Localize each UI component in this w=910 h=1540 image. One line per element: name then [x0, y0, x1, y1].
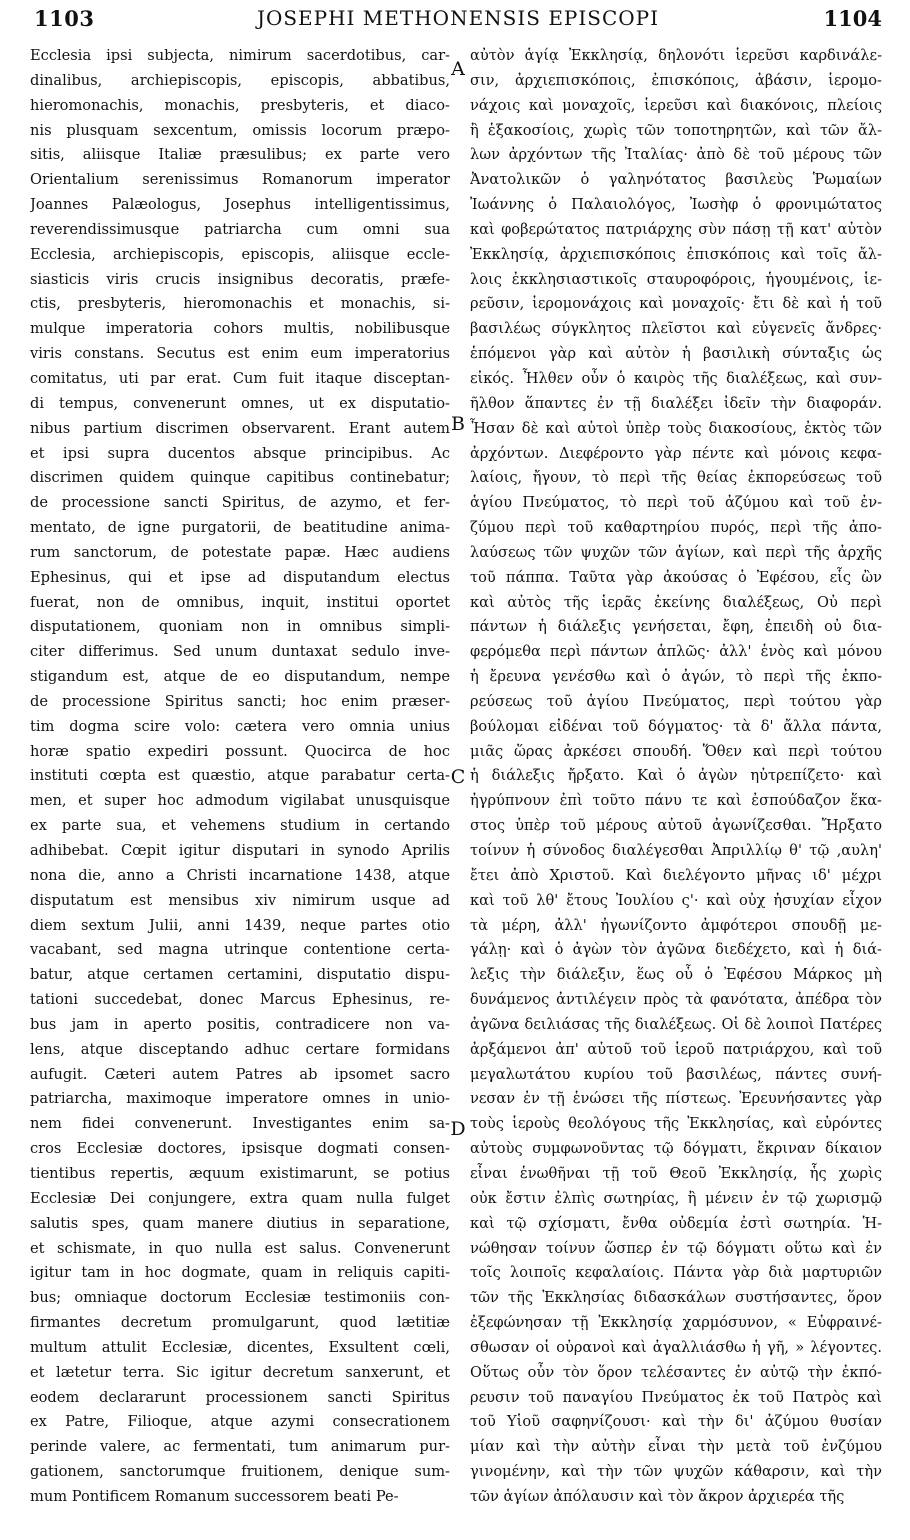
latin-text-line: Ephesinus, qui et ipse ad disputandum electus: [30, 568, 450, 586]
greek-text-line: ρευσιν τοῦ παναγίου Πνεύματος ἐκ τοῦ Πατρὸς καὶ: [470, 1388, 882, 1406]
latin-text-line: ctis, presbyteris, hieromonachis et monachis, si-: [30, 295, 450, 313]
greek-text-line: σιν, ἀρχιεπισκόποις, ἐπισκόποις, ἀβάσιν, ἱερομο-: [470, 71, 882, 89]
section-marker-d: D: [450, 1118, 466, 1140]
greek-text-line: εἶναι ἑνωθῆναι τῇ τοῦ Θεοῦ Ἐκκλησίᾳ, ἧς χωρὶς: [470, 1164, 882, 1182]
latin-text-line: igitur tam in hoc dogmate, quam in reliquis capiti-: [30, 1264, 450, 1282]
greek-text-line: σθωσαν οἱ οὐρανοὶ καὶ ἀγαλλιάσθω ἡ γῆ, » λέγοντες.: [470, 1338, 882, 1356]
latin-text-line: disputationem, quoniam non in omnibus simpli-: [30, 618, 450, 636]
greek-text-line: λοις ἐκκλησιαστικοῖς σταυροφόροις, ἡγουμένοις, ἱε-: [470, 270, 882, 288]
greek-text-line: βούλομαι εἰδέναι τοῦ δόγματος· τὰ δ' ἄλλα πάντα,: [470, 717, 882, 735]
latin-text-line: tim dogma scire volo: cætera vero omnia unius: [30, 717, 450, 735]
latin-text-line: de processione Spiritus sancti; hoc enim præser-: [30, 692, 450, 710]
greek-text-line: μεγαλωτάτου κυρίου τοῦ βασιλέως, πάντες συνή-: [470, 1065, 882, 1083]
greek-text-line: γάλῃ· καὶ ὁ ἀγὼν τὸν ἀγῶνα διεδέχετο, καὶ ἡ διά-: [470, 941, 882, 959]
greek-text-line: ἀγῶνα δειλιάσας τῆς διαλέξεως. Οἱ δὲ λοιποὶ Πατέρες: [470, 1015, 882, 1033]
latin-text-column: [30, 44, 450, 1510]
greek-text-line: νώθησαν τοίνυν ὥσπερ ἐν τῷ δόγματι οὕτω καὶ ἐν: [470, 1239, 882, 1257]
latin-text-line: Ecclesia, archiepiscopis, episcopis, aliisque eccle-: [30, 245, 450, 263]
latin-text-line: citer differimus. Sed unum duntaxat sedulo inve-: [30, 643, 450, 661]
greek-text-line: βασιλέως σύγκλητος πλεῖστοι καὶ εὐγενεῖς ἄνδρες·: [470, 320, 882, 338]
latin-text-line: eodem declararunt processionem sancti Spiritus: [30, 1388, 450, 1406]
greek-text-line: Ἰωάννης ὁ Παλαιολόγος, Ἰωσὴφ ὁ φρονιμώτατος: [470, 196, 882, 214]
greek-text-line: τῶν τῆς Ἐκκλησίας διδασκάλων συστήσαντες, ὅρον: [470, 1289, 882, 1307]
latin-text-line: firmantes decretum promulgarunt, quod lætitiæ: [30, 1314, 450, 1332]
greek-text-line: λεξις τὴν διάλεξιν, ἕως οὗ ὁ Ἐφέσου Μάρκος μὴ: [470, 966, 882, 984]
greek-text-line: καὶ τοῦ λθ' ἔτους Ἰουλίου ς'· καὶ οὐχ ἡσυχίαν εἶχον: [470, 891, 882, 909]
running-header: [34, 6, 882, 36]
greek-text-line: τοὺς ἱεροὺς θεολόγους τῆς Ἐκκλησίας, καὶ εὑρόντες: [470, 1115, 882, 1133]
latin-text-line: tationi succedebat, donec Marcus Ephesinus, re-: [30, 991, 450, 1009]
greek-text-line: ἡ διάλεξις ἤρξατο. Καὶ ὁ ἀγὼν ηὐτρεπίζετο· καὶ: [470, 767, 882, 785]
greek-text-column: [470, 44, 882, 1510]
running-title: JOSEPHI METHONENSIS EPISCOPI: [256, 6, 660, 30]
latin-text-line: aufugit. Cæteri autem Patres ab ipsomet sacro: [30, 1065, 450, 1083]
latin-text-line: batur, atque certamen certamini, disputatio dispu-: [30, 966, 450, 984]
greek-text-line: καὶ αὐτὸς τῆς ἱερᾶς ἐκείνης διαλέξεως, Οὐ περὶ: [470, 593, 882, 611]
latin-text-line: vacabant, sed magna utrinque contentione certa-: [30, 941, 450, 959]
latin-text-line: patriarcha, maximoque imperatore omnes in unio-: [30, 1090, 450, 1108]
latin-text-line: diem sextum Julii, anni 1439, neque partes otio: [30, 916, 450, 934]
greek-text-line: δυνάμενος ἀντιλέγειν πρὸς τὰ φανότατα, ἀπέδρα τὸν: [470, 991, 882, 1009]
latin-text-line: mum Pontificem Romanum successorem beati Pe-: [30, 1487, 399, 1505]
latin-text-line: disputatum est mensibus xiv nimirum usque ad: [30, 891, 450, 909]
latin-text-line: et lætetur terra. Sic igitur decretum sanxerunt, et: [30, 1363, 450, 1381]
latin-text-line: mulque imperatoria cohors multis, nobilibusque: [30, 320, 450, 338]
latin-text-line: nem fidei convenerunt. Investigantes enim sa-: [30, 1115, 450, 1133]
greek-text-line: ἠγρύπνουν ἐπὶ τοῦτο πάνυ τε καὶ ἐσπούδαζον ἕκα-: [470, 792, 882, 810]
greek-text-line: εἰκός. Ἦλθεν οὖν ὁ καιρὸς τῆς διαλέξεως, καὶ συν-: [470, 369, 882, 387]
latin-text-line: ex parte sua, et vehemens studium in certando: [30, 817, 450, 835]
latin-text-line: Joannes Palæologus, Josephus intelligentissimus,: [30, 196, 450, 214]
greek-text-line: ἀρξάμενοι ἀπ' αὐτοῦ τοῦ ἱεροῦ πατριάρχου, καὶ τοῦ: [470, 1040, 882, 1058]
latin-text-line: et ipsi supra ducentos absque principibus. Ac: [30, 444, 450, 462]
latin-text-line: Orientalium serenissimus Romanorum imperator: [30, 171, 450, 189]
latin-text-line: sitis, aliisque Italiæ præsulibus; ex parte vero: [30, 146, 450, 164]
latin-text-line: gationem, sanctorumque fruitionem, denique sum-: [30, 1463, 450, 1481]
greek-text-line: μιᾶς ὥρας ἀρκέσει σπουδή. Ὅθεν καὶ περὶ τούτου: [470, 742, 882, 760]
latin-text-line: viris constans. Secutus est enim eum imperatorius: [30, 345, 450, 363]
greek-text-line: λων ἀρχόντων τῆς Ἰταλίας· ἀπὸ δὲ τοῦ μέρους τῶν: [470, 146, 882, 164]
left-page-number: 1103: [34, 6, 95, 31]
section-marker-c: C: [450, 766, 466, 788]
latin-text-line: salutis spes, quam manere diutius in separatione,: [30, 1214, 450, 1232]
section-marker-a: A: [451, 58, 465, 80]
latin-text-line: de processione sancti Spiritus, de azymo, et fer-: [30, 494, 450, 512]
greek-text-line: Ἀνατολικῶν ὁ γαληνότατος βασιλεὺς Ῥωμαίων: [470, 171, 882, 189]
greek-text-line: τοῦ πάππα. Ταῦτα γὰρ ἀκούσας ὁ Ἐφέσου, εἷς ὢν: [470, 568, 882, 586]
greek-text-line: αὐτοὺς συμφωνοῦντας τῷ δόγματι, ἔκριναν δίκαιον: [470, 1140, 882, 1158]
greek-text-line: καὶ τῷ σχίσματι, ἔνθα οὐδεμία ἐστὶ σωτηρία. Ἡ-: [470, 1214, 882, 1232]
greek-text-line: ῆλθον ἅπαντες ἐν τῇ διαλέξει ἰδεῖν τὴν διαφοράν.: [470, 394, 882, 412]
right-page-number: 1104: [823, 6, 882, 31]
latin-text-line: stigandum est, atque de eo disputandum, nempe: [30, 668, 450, 686]
latin-text-line: ex Patre, Filioque, atque azymi consecrationem: [30, 1413, 450, 1431]
latin-text-line: et schismate, in quo nulla est salus. Convenerunt: [30, 1239, 450, 1257]
latin-text-line: comitatus, uti par erat. Cum fuit itaque disceptan-: [30, 369, 450, 387]
greek-text-line: ρεῦσιν, ἱερομονάχοις καὶ μοναχοῖς· ἔτι δὲ καὶ ἡ τοῦ: [470, 295, 882, 313]
latin-text-line: men, et super hoc admodum vigilabat unusquisque: [30, 792, 450, 810]
latin-text-line: rum sanctorum, de potestate papæ. Hæc audiens: [30, 543, 450, 561]
latin-text-line: di tempus, convenerunt omnes, ut ex disputatio-: [30, 394, 450, 412]
greek-text-line: στος ὑπὲρ τοῦ μέρους αὐτοῦ ἀγωνίζεσθαι. Ἤρξατο: [470, 817, 882, 835]
latin-text-line: instituti cœpta est quæstio, atque parabatur certa-: [30, 767, 450, 785]
latin-text-line: nis plusquam sexcentum, omissis locorum præpo-: [30, 121, 450, 139]
greek-text-line: νεσαν ἐν τῇ ἑνώσει τῆς πίστεως. Ἐρευνήσαντες γὰρ: [470, 1090, 882, 1108]
greek-text-line: καὶ φοβερώτατος πατριάρχης σὺν πάσῃ τῇ κατ' αὐτὸν: [470, 220, 882, 238]
greek-text-line: ἐξεφώνησαν τῇ Ἐκκλησίᾳ χαρμόσυνον, « Εὐφραινέ-: [470, 1314, 882, 1332]
greek-text-line: τοῖς λοιποῖς κεφαλαίοις. Πάντα γὰρ διὰ μαρτυριῶν: [470, 1264, 882, 1282]
latin-text-line: bus; omniaque doctorum Ecclesiæ testimoniis con-: [30, 1289, 450, 1307]
latin-text-line: nibus partium discrimen observarent. Erant autem: [30, 419, 450, 437]
greek-text-line: ρεύσεως τοῦ ἁγίου Πνεύματος, περὶ τούτου γὰρ: [470, 692, 882, 710]
greek-text-line: πάντων ἡ διάλεξις γενήσεται, ἔφη, ἐπειδὴ οὐ δια-: [470, 618, 882, 636]
latin-text-line: siasticis viris crucis insignibus decoratis, præfe-: [30, 270, 450, 288]
greek-text-line: Ἦσαν δὲ καὶ αὐτοὶ ὑπὲρ τοὺς διακοσίους, ἐκτὸς τῶν: [470, 419, 882, 437]
greek-text-line: Οὕτως οὖν τὸν ὅρον τελέσαντες ἐν αὐτῷ τὴν ἐκπό-: [470, 1363, 882, 1381]
greek-text-line: λαύσεως τῶν ψυχῶν τῶν ἁγίων, καὶ περὶ τῆς ἀρχῆς: [470, 543, 882, 561]
greek-text-line: ἀρχόντων. Διεφέροντο γὰρ πέντε καὶ μόνοις κεφα-: [470, 444, 882, 462]
latin-text-line: cros Ecclesiæ doctores, ipsisque dogmati consen-: [30, 1140, 450, 1158]
latin-text-line: hieromonachis, monachis, presbyteris, et diaco-: [30, 96, 450, 114]
greek-text-line: νάχοις καὶ μοναχοῖς, ἱερεῦσι καὶ διακόνοις, πλείοις: [470, 96, 882, 114]
latin-text-line: lens, atque disceptando adhuc certare formidans: [30, 1040, 450, 1058]
greek-text-line: τὰ μέρη, ἀλλ' ἠγωνίζοντο ἀμφότεροι σπουδῇ με-: [470, 916, 882, 934]
greek-text-line: οὐκ ἔστιν ἐλπὶς σωτηρίας, ἢ μένειν ἐν τῷ χωρισμῷ: [470, 1189, 882, 1207]
latin-text-line: perinde valere, ac fermentati, tum animarum pur-: [30, 1438, 450, 1456]
greek-text-line: Ἐκκλησίᾳ, ἀρχιεπισκόποις ἐπισκόποις καὶ τοῖς ἄλ-: [470, 245, 882, 263]
greek-text-line: ἑπόμενοι γὰρ καὶ αὐτὸν ἡ βασιλικὴ σύνταξις ὡς: [470, 345, 882, 363]
greek-text-line: ἡ ἔρευνα γενέσθω καὶ ὁ ἀγών, τὸ περὶ τῆς ἐκπο-: [470, 668, 882, 686]
latin-text-line: reverendissimusque patriarcha cum omni sua: [30, 220, 450, 238]
latin-text-line: discrimen quidem quinque capitibus continebatur;: [30, 469, 450, 487]
greek-text-line: αὐτὸν ἁγίᾳ Ἐκκλησίᾳ, δηλονότι ἱερεῦσι καρδινάλε-: [470, 47, 882, 64]
latin-text-line: adhibebat. Cœpit igitur disputari in synodo Aprilis: [30, 842, 450, 859]
greek-text-line: μίαν καὶ τὴν αὐτὴν εἶναι τὴν μετὰ τοῦ ἐνζύμου: [470, 1438, 882, 1456]
latin-text-line: Ecclesiæ Dei conjungere, extra quam nulla fulget: [30, 1189, 450, 1207]
greek-text-line: ἢ ἑξακοσίοις, χωρὶς τῶν τοποτηρητῶν, καὶ τῶν ἄλ-: [470, 121, 882, 139]
greek-text-line: τῶν ἁγίων ἀπόλαυσιν καὶ τὸν ἄκρον ἀρχιερέα τῆς: [470, 1487, 845, 1505]
greek-text-line: τοῦ Υἱοῦ σαφηνίζουσι· καὶ τὴν δι' ἀζύμου θυσίαν: [470, 1413, 882, 1431]
section-marker-b: B: [451, 413, 465, 435]
latin-text-line: mentato, de igne purgatorii, de beatitudine anima-: [30, 519, 450, 537]
latin-text-line: Ecclesia ipsi subjecta, nimirum sacerdotibus, car-: [30, 47, 450, 64]
latin-text-line: bus jam in aperto positis, contradicere non va-: [30, 1015, 450, 1033]
greek-text-line: λαίοις, ἤγουν, τὸ περὶ τῆς θείας ἐκπορεύσεως τοῦ: [470, 469, 882, 487]
greek-text-line: γινομένην, καὶ τὴν τῶν ψυχῶν κάθαρσιν, καὶ τὴν: [470, 1463, 882, 1481]
latin-text-line: fuerat, non de omnibus, inquit, institui oportet: [30, 593, 450, 611]
greek-text-line: φερόμεθα περὶ πάντων ἁπλῶς· ἀλλ' ἑνὸς καὶ μόνου: [470, 643, 882, 661]
greek-text-line: τοίνυν ἡ σύνοδος διαλέγεσθαι Ἀπριλλίῳ θ' τῷ ‚αυλη': [470, 842, 882, 859]
greek-text-line: ἔτει ἀπὸ Χριστοῦ. Καὶ διελέγοντο μῆνας ιδ' μέχρι: [470, 866, 882, 884]
greek-text-line: ἁγίου Πνεύματος, τὸ περὶ τοῦ ἀζύμου καὶ τοῦ ἐν-: [470, 494, 882, 512]
latin-text-line: dinalibus, archiepiscopis, episcopis, abbatibus,: [30, 71, 450, 89]
latin-text-line: nona die, anno a Christi incarnatione 1438, atque: [30, 866, 450, 884]
greek-text-line: ζύμου περὶ τοῦ καθαρτηρίου πυρός, περὶ τῆς ἀπο-: [470, 519, 882, 537]
latin-text-line: multum attulit Ecclesiæ, dicentes, Exsultent cœli,: [30, 1338, 450, 1356]
latin-text-line: horæ spatio expediri possunt. Quocirca de hoc: [30, 742, 450, 760]
latin-text-line: tientibus repertis, æquum existimarunt, se potius: [30, 1164, 450, 1182]
